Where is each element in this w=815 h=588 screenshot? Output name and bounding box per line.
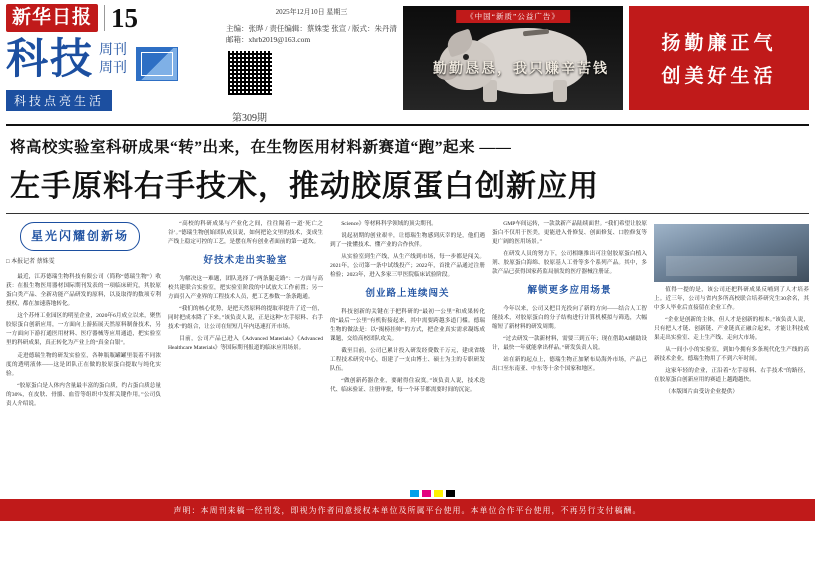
photo-credit: （本版图片由受访企业提供） bbox=[665, 389, 738, 396]
section-title: 科技 bbox=[6, 37, 95, 83]
column-2 bbox=[168, 220, 323, 588]
paragraph: “企业是创新的主体，但人才是创新的根本。”该负责人说，只有把人才链、创新链、产业链真正融合起来，才能让科技成果走出实验室、走上生产线、走向大市场。 bbox=[654, 317, 809, 342]
paragraph: “高校的科研成果与产业化之间，往往隔着一道‘死亡之谷’。”德瑞生物创始团队成员说，如何把论文里的技术，变成生产线上稳定可控的工艺，是摆在所有创业者面前的第一道坎。 bbox=[168, 221, 323, 246]
paragraph: “胶原蛋白是人体内含量最丰富的蛋白质，约占蛋白质总量的30%，在皮肤、骨骼、血管等组织中发挥关键作用。”公司负责人介绍说。 bbox=[6, 382, 161, 407]
column-1 bbox=[6, 220, 161, 588]
section-slogan: 科技点亮生活 bbox=[6, 90, 112, 111]
cube-logo-icon bbox=[136, 47, 178, 81]
paragraph: 为解决这一难题，团队选择了“两条腿走路”：一方面与高校共建联合实验室，把实验室阶段的中试放大工作前置；另一方面引入产业界的工程技术人员，把工艺参数一条条跑通。 bbox=[168, 275, 323, 300]
paragraph: 最近，江苏德瑞生物科技有限公司（简称“德瑞生物”）收获：在报生物医用器材国际期刊发表的一项临床研究，其胶原蛋白类产品、全新功能产品研发的原料，以及取得的数项专利授权，都在加速落地转化。 bbox=[6, 274, 161, 308]
shoulder-headline: 将高校实验室科研成果“转”出来，在生物医用材料新赛道“跑”起来 —— bbox=[10, 139, 512, 156]
ad-line-2: 创美好生活 bbox=[661, 66, 777, 87]
paragraph: 今年以来，公司又把目光投向了新的方向——结合人工智能技术，对胶原蛋白的分子结构进行计算机模拟与筛选，大幅缩短了新材料的研发周期。 bbox=[492, 305, 647, 330]
article-photo bbox=[654, 224, 809, 282]
paragraph: 站在新的起点上，德瑞生物正加紧布局海外市场，产品已出口至东南亚、中东等十余个国家和地区。 bbox=[492, 356, 647, 372]
registration-mark-black bbox=[446, 490, 455, 497]
section-sub-block bbox=[99, 44, 127, 81]
paragraph: 走进德瑞生物的研发实验室，各种瓶瓶罐罐里装着不同浓度的透明液体——这是团队正在做的胶原蛋白提取与纯化实验。 bbox=[6, 352, 161, 377]
paragraph: 在研发人员的努力下，公司相继推出可注射胶原蛋白植入剂、胶原蛋白海绵、胶原基人工骨等多个系列产品。其中，多款产品已获得国家药监局颁发的医疗器械注册证。 bbox=[492, 251, 647, 276]
column-5 bbox=[654, 220, 809, 588]
color-registration-marks bbox=[410, 490, 455, 497]
paragraph: 这家年轻的企业，正沿着“左手原料、右手技术”的路径，在胶原蛋白创新应用的赛道上越跑越快。 bbox=[654, 368, 809, 384]
footer-notice bbox=[0, 499, 815, 521]
paragraph: 说起初期的创业艰辛，让德瑞生物感到庆幸的是，他们遇到了一批懂技术、懂产业的合作伙伴。 bbox=[330, 233, 485, 249]
paragraph: 科技创新的关键在于把科研的“最初一公里”和成果转化的“最后一公里”有机衔接起来，其中需要跨越多道门槛。德瑞生物的做法是：以“揭榜挂帅”的方式，把企业真实需求凝练成课题，交给高校团队攻关。 bbox=[330, 308, 485, 342]
subheading: 创业路上连续闯关 bbox=[365, 289, 450, 300]
main-headline: 左手原料右手技术，推动胶原蛋白创新应用 bbox=[10, 170, 599, 203]
section-sub-top: 周刊 bbox=[99, 42, 128, 58]
page-number: 15 bbox=[111, 2, 139, 33]
series-badge: 星光闪耀创新场 bbox=[20, 222, 140, 251]
qr-code-icon[interactable] bbox=[226, 49, 274, 97]
subheading: 好技术走出实验室 bbox=[203, 256, 288, 267]
column-4 bbox=[492, 220, 647, 588]
paragraph: GMP车间运转，一款款新产品陆续面世。“我们希望让胶原蛋白不仅用于医美，更能进入骨修复、创面修复、口腔修复等更广阔的医用场景。” bbox=[492, 221, 647, 246]
masthead-rule bbox=[6, 124, 809, 126]
logo-divider bbox=[104, 5, 105, 31]
ad-line-1: 扬勤廉正气 bbox=[661, 33, 777, 54]
publication-date: 2025年12月10日 星期三 bbox=[275, 8, 348, 16]
banner-illustration bbox=[403, 6, 623, 110]
masthead-left bbox=[6, 4, 226, 111]
registration-mark-yellow bbox=[434, 490, 443, 497]
paragraph: 从实验室到生产线，从生产线到市场，每一步都是闯关。2021年，公司第一条中试线投产；2022年，首批产品通过注册检验；2023年，进入多家三甲医院临床试验阶段。 bbox=[330, 254, 485, 279]
editor-line: 主编：张晔 / 责任编辑：蔡姝雯 张宣 / 版式：朱丹清 bbox=[226, 23, 398, 33]
registration-mark-magenta bbox=[422, 490, 431, 497]
section-title-block bbox=[6, 39, 226, 81]
byline: □ 本报记者 蔡姝雯 bbox=[6, 259, 55, 266]
paragraph: 截至目前，公司已累计投入研发经费数千万元，建成省级工程技术研究中心，组建了一支由博士、硕士为主的专职研发队伍。 bbox=[330, 347, 485, 372]
column-3 bbox=[330, 220, 485, 588]
registration-mark-cyan bbox=[410, 490, 419, 497]
paragraph: 这个苏州工业园区的明星企业，2020年6月成立以来，聚焦胶原蛋白创新应用，一方面向上游拓展天然原料制备技术，另一方面向下游打通医用材料、医疗器械等应用通道，把实验室里的科研成果，真正转化为产业上的“真金白银”。 bbox=[6, 313, 161, 347]
email-line: 邮箱：xhrb2019@163.com bbox=[226, 34, 311, 44]
public-service-ad bbox=[629, 6, 809, 110]
headline-rule bbox=[6, 213, 809, 214]
piggy-leg-icon bbox=[553, 80, 567, 102]
paragraph: 从一间小小的实验室，到如今拥有多条现代化生产线的高新技术企业，德瑞生物用了不到六年时间。 bbox=[654, 347, 809, 363]
paragraph: Science》等材料科学领域的顶尖期刊。 bbox=[341, 221, 437, 227]
paragraph: 目前，公司产品已进入《Advanced Materials》《Advanced Healthcare Materials》等国际期刊报道的临床应用场景。 bbox=[168, 335, 323, 351]
masthead-meta bbox=[226, 4, 397, 126]
subheading: 解锁更多应用场景 bbox=[527, 286, 612, 297]
masthead bbox=[6, 4, 809, 122]
paper-logo: 新华日报 bbox=[6, 4, 98, 32]
article-columns bbox=[6, 220, 809, 588]
section-sub-bottom: 周刊 bbox=[99, 61, 128, 77]
banner-top-label: 《中国“新质”公益广告》 bbox=[456, 10, 570, 23]
banner-slogan: 勤勤恳恳，我只赚辛苦钱 bbox=[433, 62, 609, 77]
paragraph: 值得一提的是，该公司还把科研成果反哺到了人才培养上。近三年，公司与省内多所高校联合培养研究生30余名，其中多人毕业后直接留在企业工作。 bbox=[654, 287, 809, 312]
paragraph: “过去研发一款新材料，需要三到五年；现在借助AI辅助设计，最快一年就能拿出样品。”研发负责人说。 bbox=[492, 335, 647, 351]
paragraph: “做创新药器企业，要耐得住寂寞。”该负责人说，技术迭代、临床验证、注册审批，每一个环节都需要时间的沉淀。 bbox=[330, 377, 485, 394]
paragraph: “我们的核心优势，是把天然原料的提取率提升了近一倍，同时把成本降了下来。”该负责人说，正是这种“左手原料、右手技术”的组合，让公司在短短几年内迅速打开市场。 bbox=[168, 305, 323, 330]
issue-number: 第309期 bbox=[232, 113, 267, 124]
footer-notice-text: 声明：本周刊来稿一经刊发，即视为作者同意授权本单位及所属平台使用。本单位合作平台使用，不再另行支付稿酬。 bbox=[173, 505, 642, 515]
logo-row bbox=[6, 4, 226, 32]
